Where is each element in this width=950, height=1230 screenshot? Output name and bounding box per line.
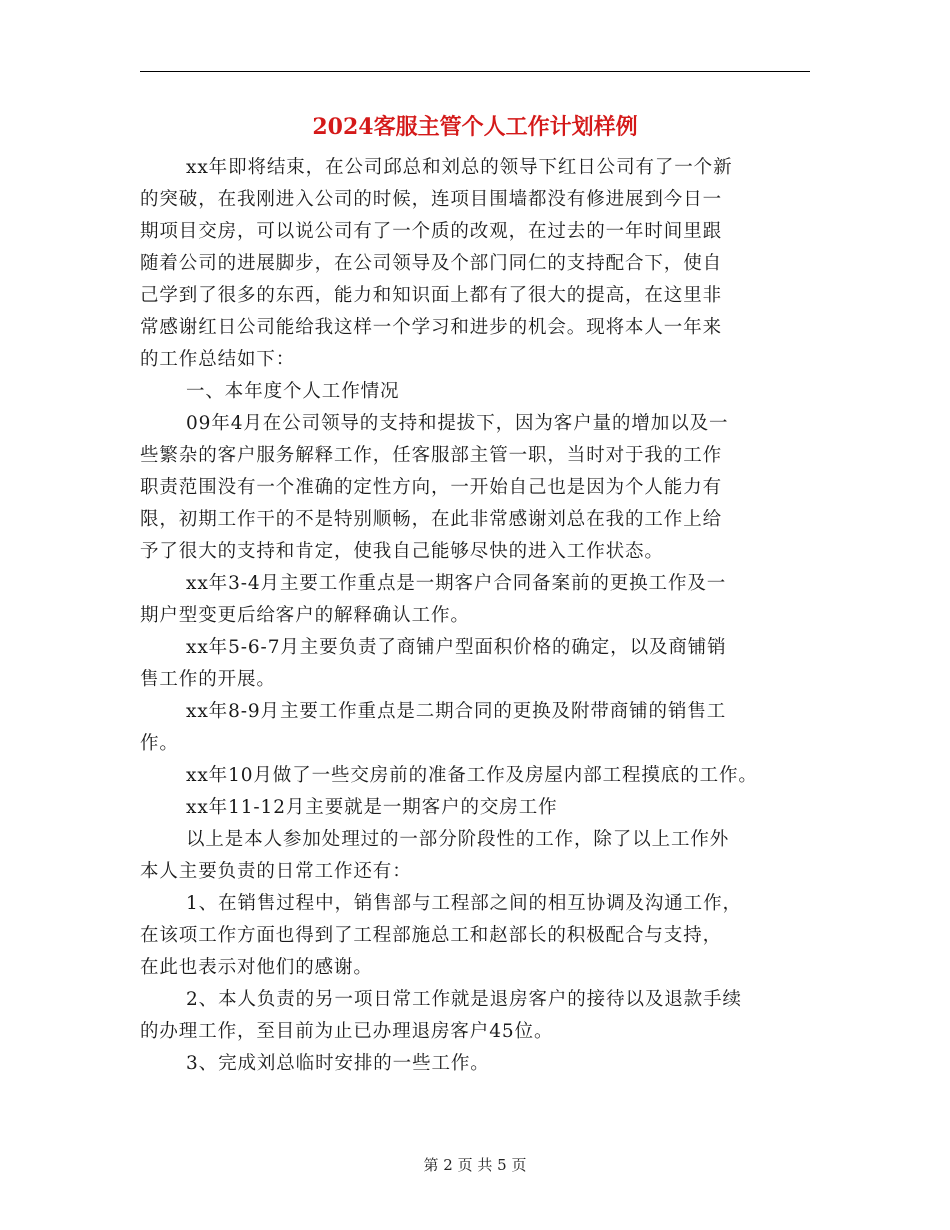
text-line: 职责范围没有一个准确的定性方向，一开始自己也是因为个人能力有 bbox=[140, 477, 723, 498]
text-line: 些繁杂的客户服务解释工作，任客服部主管一职，当时对于我的工作 bbox=[140, 445, 723, 466]
text-line: 限，初期工作干的不是特别顺畅，在此非常感谢刘总在我的工作上给 bbox=[140, 509, 723, 530]
paragraph-summary bbox=[140, 824, 812, 888]
paragraph-item-3 bbox=[140, 1048, 812, 1080]
paragraph-may-jul bbox=[140, 632, 812, 696]
text-line: 3、完成刘总临时安排的一些工作。 bbox=[186, 1053, 490, 1074]
header-rule bbox=[140, 71, 810, 72]
paragraph-nov-dec bbox=[140, 792, 812, 824]
text-line: 1、在销售过程中，销售部与工程部之间的相互协调及沟通工作， bbox=[186, 893, 742, 914]
text-line: xx年10月做了一些交房前的准备工作及房屋内部工程摸底的工作。 bbox=[186, 765, 758, 786]
text-line: 常感谢红日公司能给我这样一个学习和进步的机会。现将本人一年来 bbox=[140, 317, 723, 338]
text-line: 己学到了很多的东西，能力和知识面上都有了很大的提高，在这里非 bbox=[140, 285, 723, 306]
text-line: 2、本人负责的另一项日常工作就是退房客户的接待以及退款手续 bbox=[186, 989, 742, 1010]
paragraph-mar-apr bbox=[140, 568, 812, 632]
paragraph-aug-sep bbox=[140, 696, 812, 760]
text-line: xx年3-4月主要工作重点是一期客户合同备案前的更换工作及一 bbox=[186, 573, 727, 594]
paragraph-section-1 bbox=[140, 376, 812, 408]
document-title: 2024客服主管个人工作计划样例 bbox=[312, 114, 638, 140]
text-line: 的工作总结如下： bbox=[140, 349, 296, 370]
page-number: 第 2 页 共 5 页 bbox=[423, 1156, 527, 1174]
text-line: 期项目交房，可以说公司有了一个质的改观，在过去的一年时间里跟 bbox=[140, 221, 723, 242]
text-line: 本人主要负责的日常工作还有： bbox=[140, 861, 412, 882]
text-line: 作。 bbox=[140, 733, 179, 754]
paragraph-intro bbox=[140, 152, 812, 376]
paragraph-item-2 bbox=[140, 984, 812, 1048]
text-line: 的突破，在我刚进入公司的时候，连项目围墙都没有修进展到今日一 bbox=[140, 189, 723, 210]
document-body bbox=[140, 152, 812, 1080]
text-line: 予了很大的支持和肯定，使我自己能够尽快的进入工作状态。 bbox=[140, 541, 664, 562]
text-line: xx年8-9月主要工作重点是二期合同的更换及附带商铺的销售工 bbox=[186, 701, 727, 722]
text-line: xx年即将结束，在公司邱总和刘总的领导下红日公司有了一个新 bbox=[186, 157, 733, 178]
paragraph-april bbox=[140, 408, 812, 568]
text-line: 期户型变更后给客户的解释确认工作。 bbox=[140, 605, 470, 626]
text-line: 的办理工作，至目前为止已办理退房客户45位。 bbox=[140, 1021, 554, 1042]
text-line: 随着公司的进展脚步，在公司领导及个部门同仁的支持配合下，使自 bbox=[140, 253, 723, 274]
text-line: xx年5-6-7月主要负责了商铺户型面积价格的确定，以及商铺销 bbox=[186, 637, 727, 658]
paragraph-oct bbox=[140, 760, 812, 792]
text-line: 一、本年度个人工作情况 bbox=[186, 381, 400, 402]
paragraph-item-1 bbox=[140, 888, 812, 984]
text-line: 售工作的开展。 bbox=[140, 669, 276, 690]
text-line: xx年11-12月主要就是一期客户的交房工作 bbox=[186, 797, 558, 818]
text-line: 以上是本人参加处理过的一部分阶段性的工作，除了以上工作外 bbox=[186, 829, 730, 850]
text-line: 在此也表示对他们的感谢。 bbox=[140, 957, 373, 978]
text-line: 09年4月在公司领导的支持和提拔下，因为客户量的增加以及一 bbox=[186, 413, 729, 434]
text-line: 在该项工作方面也得到了工程部施总工和赵部长的积极配合与支持， bbox=[140, 925, 723, 946]
